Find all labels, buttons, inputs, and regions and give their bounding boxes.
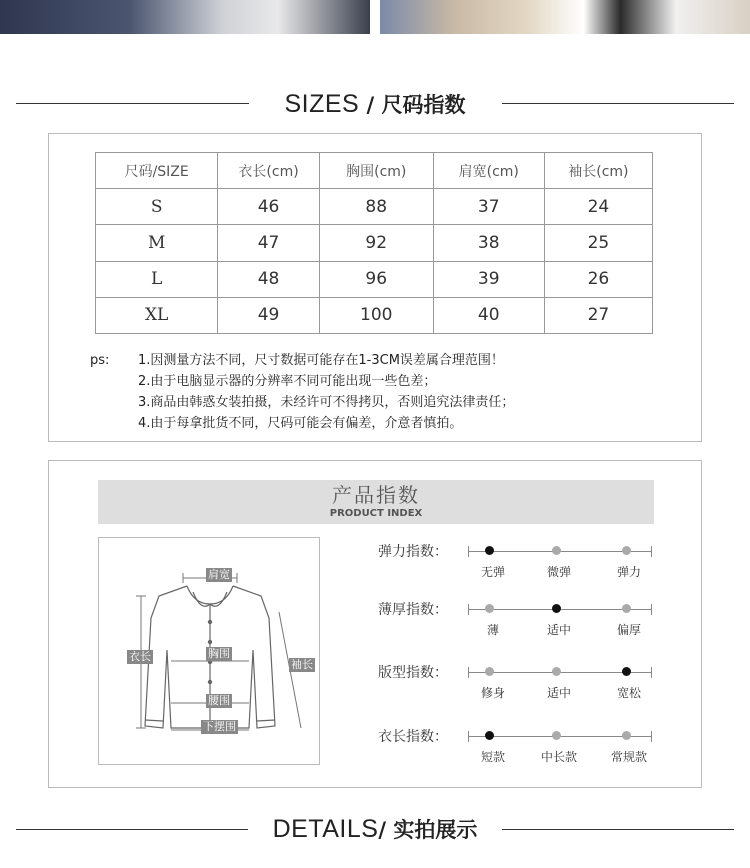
details-heading bbox=[0, 809, 750, 849]
header-cell: 尺码/SIZE bbox=[96, 153, 218, 189]
table-cell: 38 bbox=[433, 225, 544, 261]
table-cell: 49 bbox=[218, 297, 319, 333]
index-option: 偏厚 bbox=[616, 623, 641, 637]
index-dot bbox=[622, 604, 631, 613]
table-cell: 100 bbox=[319, 297, 433, 333]
garment-diagram bbox=[98, 537, 320, 765]
table-row bbox=[96, 225, 653, 261]
notes-label: ps: bbox=[90, 353, 110, 368]
index-dot bbox=[622, 731, 631, 740]
index-row-elasticity bbox=[370, 543, 670, 583]
index-dot bbox=[485, 667, 494, 676]
table-cell: 25 bbox=[544, 225, 652, 261]
header-cell: 袖长(cm) bbox=[544, 153, 652, 189]
note-line: 1.因测量方法不同，尺寸数据可能存在1-3CM误差属合理范围！ bbox=[138, 353, 504, 368]
sizes-heading-en: SIZES bbox=[284, 90, 360, 118]
product-index-title-zh: 产品指数 bbox=[332, 483, 420, 507]
garment-label-shoulder: 肩宽 bbox=[208, 568, 230, 581]
index-dot bbox=[622, 667, 631, 676]
index-scale bbox=[468, 736, 652, 737]
sizes-heading bbox=[0, 84, 750, 124]
size-cell: L bbox=[96, 261, 218, 297]
sizes-heading-zh: 尺码指数 bbox=[381, 93, 466, 117]
table-cell: 47 bbox=[218, 225, 319, 261]
index-option: 宽松 bbox=[616, 686, 641, 700]
product-index-banner bbox=[98, 480, 654, 524]
garment-label-waist: 腰围 bbox=[208, 694, 230, 707]
table-cell: 27 bbox=[544, 297, 652, 333]
index-label: 弹力指数： bbox=[378, 544, 448, 560]
index-dot bbox=[552, 667, 561, 676]
index-row-length bbox=[370, 728, 670, 768]
table-cell: 48 bbox=[218, 261, 319, 297]
details-heading-en: DETAILS bbox=[272, 815, 379, 843]
index-option: 无弹 bbox=[480, 565, 505, 579]
index-label: 衣长指数： bbox=[378, 729, 448, 745]
garment-label-length: 衣长 bbox=[129, 650, 151, 663]
index-option: 短款 bbox=[480, 750, 505, 764]
size-cell: S bbox=[96, 189, 218, 225]
index-label: 版型指数： bbox=[378, 665, 448, 681]
table-row bbox=[96, 189, 653, 225]
index-row-fit bbox=[370, 664, 670, 704]
index-label: 薄厚指数： bbox=[378, 602, 448, 618]
index-scale bbox=[468, 672, 652, 673]
table-cell: 37 bbox=[433, 189, 544, 225]
table-cell: 24 bbox=[544, 189, 652, 225]
sizes-heading-sep: / bbox=[359, 93, 382, 117]
table-cell: 46 bbox=[218, 189, 319, 225]
index-dot bbox=[485, 546, 494, 555]
index-option: 适中 bbox=[546, 686, 571, 700]
note-line: 4.由于每拿批货不同，尺码可能会有偏差，介意者慎拍。 bbox=[138, 416, 463, 431]
table-row bbox=[96, 297, 653, 333]
index-option: 薄 bbox=[486, 623, 499, 637]
product-index-title-en: PRODUCT INDEX bbox=[329, 508, 423, 519]
note-line: 2.由于电脑显示器的分辨率不同可能出现一些色差； bbox=[138, 374, 437, 389]
details-heading-sep: / bbox=[378, 818, 394, 842]
garment-label-chest: 胸围 bbox=[208, 647, 230, 660]
size-table bbox=[95, 152, 653, 334]
size-cell: M bbox=[96, 225, 218, 261]
index-dot bbox=[552, 731, 561, 740]
index-row-thickness bbox=[370, 601, 670, 641]
table-cell: 39 bbox=[433, 261, 544, 297]
index-option: 适中 bbox=[546, 623, 571, 637]
garment-label-hem: 下摆围 bbox=[203, 720, 236, 733]
size-cell: XL bbox=[96, 297, 218, 333]
product-photo-left bbox=[0, 0, 370, 34]
details-heading-zh: 实拍展示 bbox=[393, 818, 478, 842]
table-row bbox=[96, 261, 653, 297]
product-photo-right bbox=[380, 0, 750, 34]
index-option: 常规款 bbox=[610, 750, 647, 764]
size-table-header bbox=[96, 153, 653, 189]
index-dot bbox=[622, 546, 631, 555]
header-cell: 衣长(cm) bbox=[218, 153, 319, 189]
table-cell: 92 bbox=[319, 225, 433, 261]
index-option: 中长款 bbox=[540, 750, 577, 764]
table-cell: 88 bbox=[319, 189, 433, 225]
note-line: 3.商品由韩惑女装拍摄，未经许可不得拷贝，否则追究法律责任； bbox=[138, 395, 515, 410]
index-scale bbox=[468, 551, 652, 552]
garment-label-sleeve: 袖长 bbox=[291, 658, 313, 671]
index-option: 微弹 bbox=[546, 565, 571, 579]
index-scale bbox=[468, 609, 652, 610]
index-dot bbox=[552, 546, 561, 555]
header-cell: 肩宽(cm) bbox=[433, 153, 544, 189]
header-cell: 胸围(cm) bbox=[319, 153, 433, 189]
table-cell: 96 bbox=[319, 261, 433, 297]
table-cell: 26 bbox=[544, 261, 652, 297]
index-option: 弹力 bbox=[616, 565, 641, 579]
index-option: 修身 bbox=[480, 686, 505, 700]
index-dot bbox=[552, 604, 561, 613]
index-dot bbox=[485, 731, 494, 740]
index-dot bbox=[485, 604, 494, 613]
table-cell: 40 bbox=[433, 297, 544, 333]
